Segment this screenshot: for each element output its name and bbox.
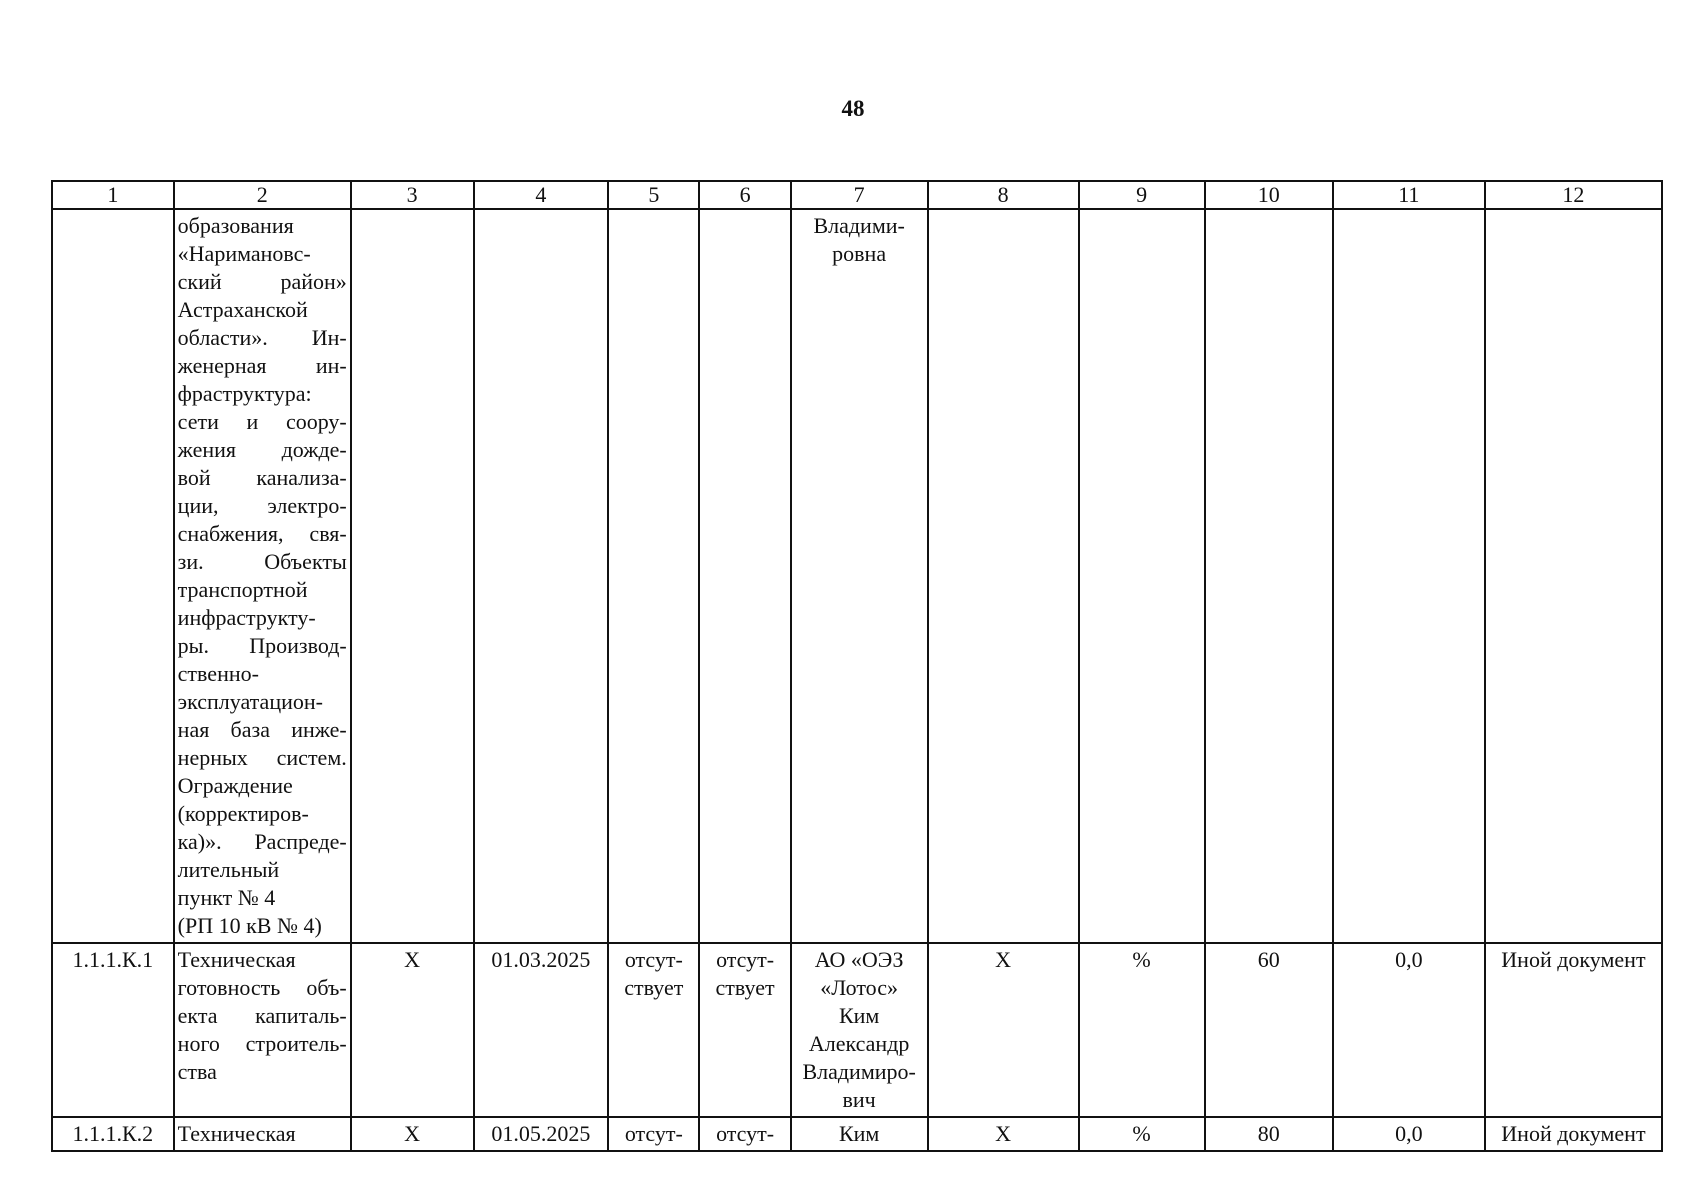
empty-cell xyxy=(474,209,609,943)
responsible-line: ровна xyxy=(832,241,887,266)
column-number: 7 xyxy=(791,181,928,209)
description-line: ная база инже- xyxy=(177,717,347,742)
col6-line: отсут- xyxy=(716,1121,775,1146)
empty-cell xyxy=(608,209,699,943)
description-line: ного строитель- xyxy=(177,1031,347,1056)
date-cell: 01.03.2025 xyxy=(474,943,609,1117)
description-line: готовность объ- xyxy=(177,975,347,1000)
doc-type-cell: Иной документ xyxy=(1485,1117,1662,1151)
description-line: вой канализа- xyxy=(177,465,347,490)
col6-line: ствует xyxy=(715,975,775,1000)
description-line: снабжения, свя- xyxy=(177,521,347,546)
description-line: ции, электро- xyxy=(177,493,347,518)
description-line: транспортной xyxy=(177,577,308,602)
column-number: 2 xyxy=(174,181,351,209)
table-row xyxy=(52,943,1662,1117)
responsible-line: Александр xyxy=(808,1031,910,1056)
responsible-line: АО «ОЭЗ xyxy=(814,947,904,972)
date-cell: 01.05.2025 xyxy=(474,1117,609,1151)
col6-line: отсут- xyxy=(716,947,775,972)
description-line: эксплуатацион- xyxy=(177,689,323,714)
empty-cell xyxy=(928,209,1079,943)
schedule-table xyxy=(51,180,1663,1152)
column-number: 3 xyxy=(351,181,474,209)
col6-cell xyxy=(699,1117,790,1151)
description-line: «Наримановс- xyxy=(177,241,311,266)
column-number: 5 xyxy=(608,181,699,209)
responsible-line: Владими- xyxy=(813,213,905,238)
unit-cell: % xyxy=(1079,943,1205,1117)
responsible-line: вич xyxy=(842,1087,876,1112)
empty-cell xyxy=(699,209,790,943)
unit-cell: % xyxy=(1079,1117,1205,1151)
description-line: лительный xyxy=(177,857,280,882)
description-line: ства xyxy=(177,1059,217,1084)
empty-cell xyxy=(1333,209,1485,943)
empty-cell xyxy=(1079,209,1205,943)
col8-cell: X xyxy=(928,1117,1079,1151)
value-cell: 80 xyxy=(1205,1117,1333,1151)
empty-cell xyxy=(1485,209,1662,943)
col5-line: отсут- xyxy=(624,947,683,972)
description-line: инфраструкту- xyxy=(177,605,316,630)
col5-line: ствует xyxy=(624,975,684,1000)
responsible-line: Ким xyxy=(838,1121,880,1146)
column-number: 4 xyxy=(474,181,609,209)
description-line: пункт № 4 xyxy=(177,885,276,910)
description-line: (РП 10 кВ № 4) xyxy=(177,913,322,938)
col5-line: отсут- xyxy=(624,1121,683,1146)
empty-cell xyxy=(351,209,474,943)
responsible-cell xyxy=(791,209,928,943)
col11-cell: 0,0 xyxy=(1333,943,1485,1117)
column-number: 12 xyxy=(1485,181,1662,209)
description-line: ка)». Распреде- xyxy=(177,829,347,854)
doc-type-cell: Иной документ xyxy=(1485,943,1662,1117)
empty-cell xyxy=(1205,209,1333,943)
col5-cell xyxy=(608,1117,699,1151)
column-number: 8 xyxy=(928,181,1079,209)
code-cell: 1.1.1.К.1 xyxy=(52,943,174,1117)
column-number: 1 xyxy=(52,181,174,209)
column-number-row xyxy=(52,181,1662,209)
description-line: Техническая xyxy=(177,947,296,972)
responsible-cell xyxy=(791,943,928,1117)
col5-cell xyxy=(608,943,699,1117)
description-line: ственно- xyxy=(177,661,259,686)
responsible-line: Владимиро- xyxy=(802,1059,916,1084)
description-line: женерная ин- xyxy=(177,353,347,378)
column-number: 10 xyxy=(1205,181,1333,209)
col6-cell xyxy=(699,943,790,1117)
description-cell xyxy=(174,209,351,943)
column-number: 9 xyxy=(1079,181,1205,209)
table-row xyxy=(52,1117,1662,1151)
page-number: 48 xyxy=(841,96,865,121)
continuation-row xyxy=(52,209,1662,943)
description-line: (корректиров- xyxy=(177,801,309,826)
description-line: сети и соору- xyxy=(177,409,347,434)
description-line: области». Ин- xyxy=(177,325,347,350)
value-cell: 60 xyxy=(1205,943,1333,1117)
description-line: екта капиталь- xyxy=(177,1003,347,1028)
responsible-line: Ким xyxy=(838,1003,880,1028)
description-line: зи. Объекты xyxy=(177,549,347,574)
description-line: жения дожде- xyxy=(177,437,347,462)
column-number: 11 xyxy=(1333,181,1485,209)
code-cell: 1.1.1.К.2 xyxy=(52,1117,174,1151)
responsible-line: «Лотос» xyxy=(820,975,898,1000)
code-cell xyxy=(52,209,174,943)
description-line: ры. Производ- xyxy=(177,633,347,658)
col3-cell: X xyxy=(351,943,474,1117)
col3-cell: X xyxy=(351,1117,474,1151)
description-line: Техническая xyxy=(177,1121,296,1146)
description-line: Ограждение xyxy=(177,773,293,798)
description-cell xyxy=(174,1117,351,1151)
responsible-cell xyxy=(791,1117,928,1151)
description-line: нерных систем. xyxy=(177,745,347,770)
col8-cell: X xyxy=(928,943,1079,1117)
col11-cell: 0,0 xyxy=(1333,1117,1485,1151)
description-line: фраструктура: xyxy=(177,381,312,406)
description-line: образования xyxy=(177,213,294,238)
column-number: 6 xyxy=(699,181,790,209)
description-line: ский район» xyxy=(177,269,347,294)
description-line: Астраханской xyxy=(177,297,308,322)
description-cell xyxy=(174,943,351,1117)
